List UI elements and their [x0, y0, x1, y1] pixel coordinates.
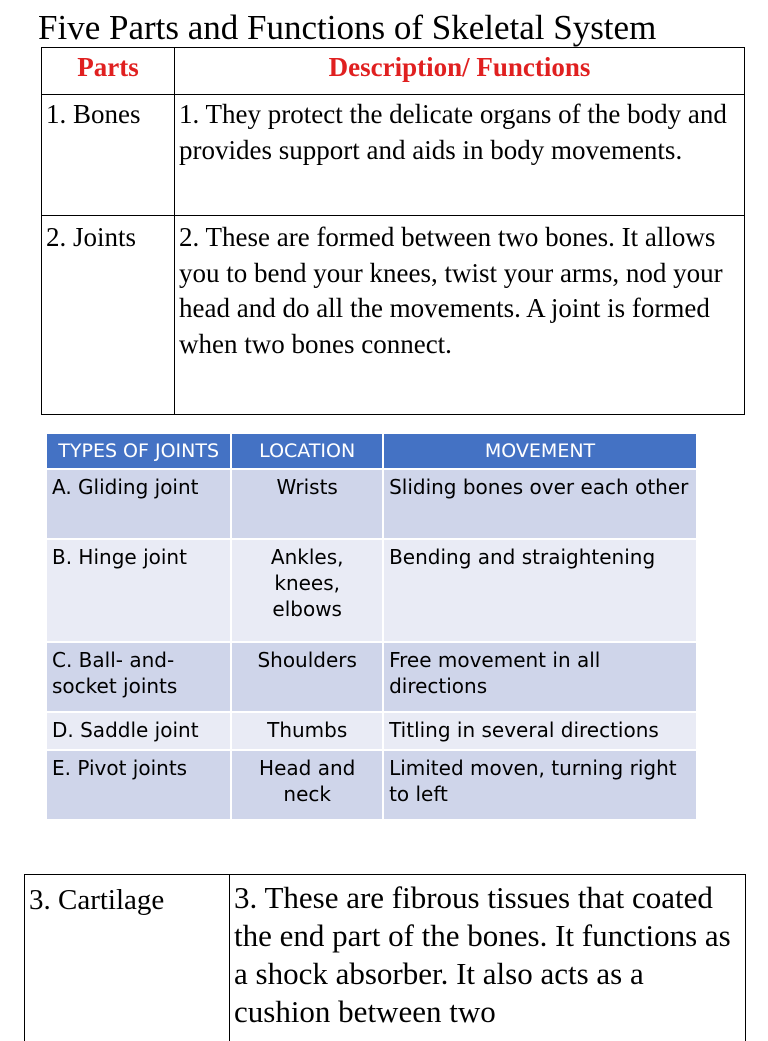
page-title: Five Parts and Functions of Skeletal System [38, 6, 656, 50]
joint-type: A. Gliding joint [46, 469, 231, 539]
part-description: 3. These are fibrous tissues that coated the end part of the bones. It functions as a shock absorber. It also acts as a cushion between two [230, 875, 746, 1041]
part-name: 2. Joints [42, 216, 175, 415]
table-row [46, 642, 697, 712]
part-name: 3. Cartilage [25, 875, 230, 1041]
joint-location: Wrists [231, 469, 383, 539]
joint-movement: Limited moven, turning right to left [383, 750, 697, 820]
joint-location: Shoulders [231, 642, 383, 712]
parts-header-parts: Parts [42, 48, 175, 95]
parts-header-description: Description/ Functions [175, 48, 745, 95]
joint-movement: Bending and straightening [383, 539, 697, 642]
joint-movement: Titling in several directions [383, 712, 697, 750]
joints-header-type: TYPES OF JOINTS [46, 433, 231, 469]
part-description: 1. They protect the delicate organs of the body and provides support and aids in body movements. [175, 95, 745, 216]
joint-type: D. Saddle joint [46, 712, 231, 750]
table-row [46, 750, 697, 820]
joint-type: C. Ball- and-socket joints [46, 642, 231, 712]
part-description: 2. These are formed between two bones. It allows you to bend your knees, twist your arms, nod your head and do all the movements. A joint is formed when two bones connect. [175, 216, 745, 415]
joint-location: Head and neck [231, 750, 383, 820]
parts-row-bones [42, 95, 745, 216]
joint-location: Ankles, knees, elbows [231, 539, 383, 642]
parts-row-joints [42, 216, 745, 415]
joint-type: B. Hinge joint [46, 539, 231, 642]
joint-movement: Sliding bones over each other [383, 469, 697, 539]
parts-header-row [42, 48, 745, 95]
joints-table [45, 432, 698, 821]
joints-header-location: LOCATION [231, 433, 383, 469]
table-row [46, 712, 697, 750]
part-name: 1. Bones [42, 95, 175, 216]
joint-type: E. Pivot joints [46, 750, 231, 820]
table-row [46, 469, 697, 539]
joints-header-movement: MOVEMENT [383, 433, 697, 469]
cartilage-table [24, 874, 746, 1041]
parts-table [41, 47, 745, 415]
parts-row-cartilage [25, 875, 746, 1041]
table-row [46, 539, 697, 642]
joint-movement: Free movement in all directions [383, 642, 697, 712]
joints-header-row [46, 433, 697, 469]
joint-location: Thumbs [231, 712, 383, 750]
